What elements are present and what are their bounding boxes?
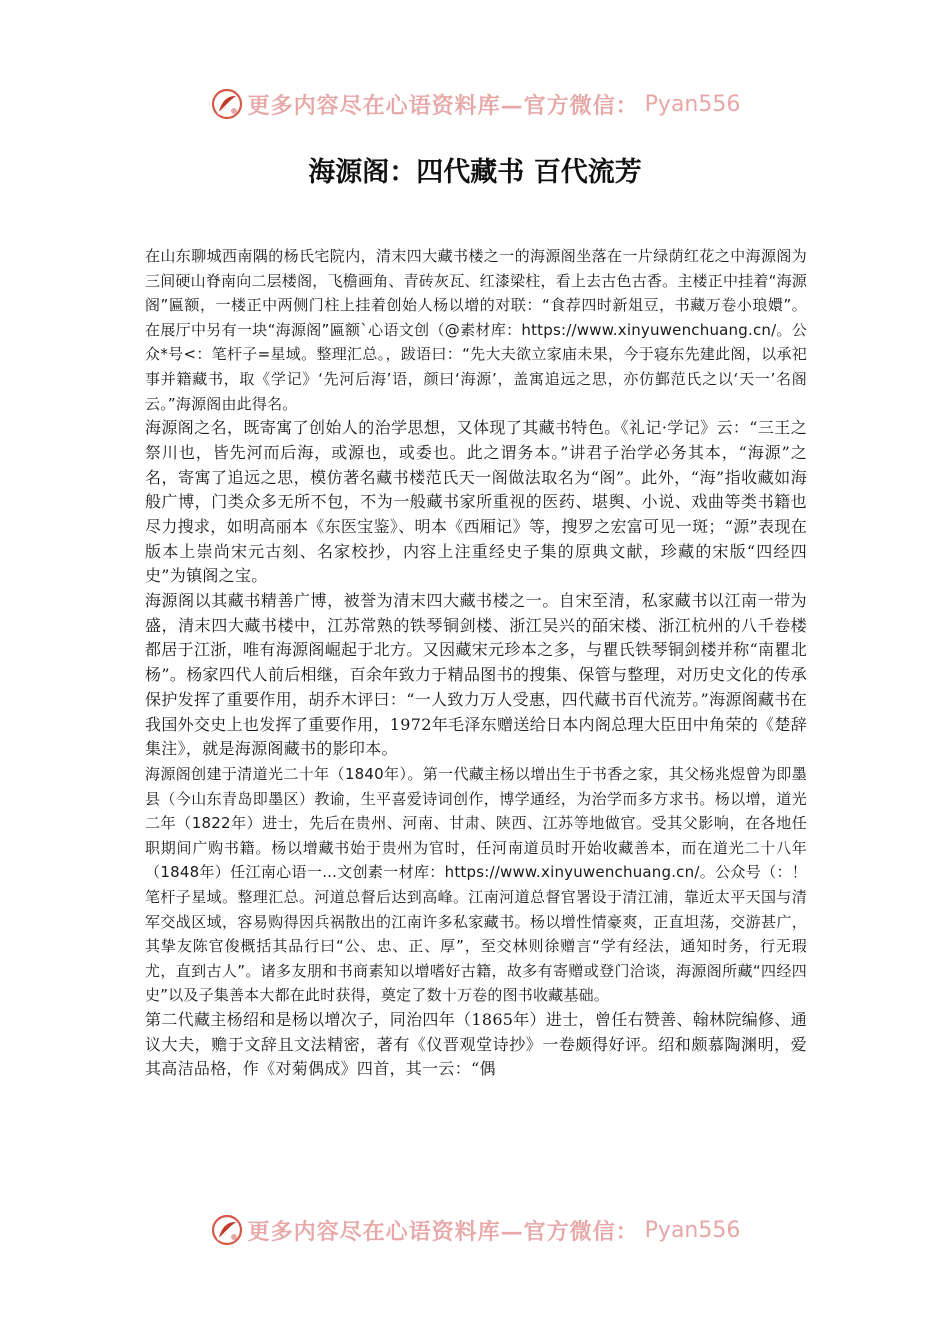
paragraph-3: 海源阁以其藏书精善广博，被誉为清末四大藏书楼之一。自宋至清，私家藏书以江南一带为盛，清末四大藏书楼中，江苏常熟的铁琴铜剑楼、浙江吴兴的皕宋楼、浙江杭州的八千卷楼都居于江浙，唯有海源阁崛起于北方。又因藏宋元珍本之多，与瞿氏铁琴铜剑楼并称“南瞿北杨”。杨家四代人前后相继，百余年致力于精品图书的搜集、保管与整理，对历史文化的传承保护发挥了重要作用，胡乔木评曰：“一人致力万人受惠，四代藏书百代流芳。”海源阁藏书在我国外交史上也发挥了重要作用，1972年毛泽东赠送给日本内阁总理大臣田中角荣的《楚辞集注》，就是海源阁藏书的影印本。 — [145, 591, 807, 759]
page-title: 海源阁：四代藏书 百代流芳 — [308, 157, 642, 188]
footer-watermark-banner — [0, 1210, 950, 1250]
banner-wechat-id: Pyan556 — [644, 91, 741, 117]
paragraph-2: 海源阁之名，既寄寓了创始人的治学思想，又体现了其藏书特色。《礼记·学记》云：“三王之祭川也，皆先河而后海，或源也，或委也。此之谓务本。”讲君子治学必务其本，“海源”之名，寄寓了追远之思，模仿著名藏书楼范氏天一阁做法取名为“阁”。此外，“海”指收藏如海般广博，门类众多无所不包，不为一般藏书家所重视的医药、堪舆、小说、戏曲等类书籍也尽力搜求，如明高丽本《东医宝鉴》、明本《西厢记》等，搜罗之宏富可见一斑；“源”表现在版本上崇尚宋元古刻、名家校抄，内容上注重经史子集的原典文献，珍藏的宋版“四经四史”为镇阁之宝。 — [145, 418, 807, 586]
paragraph-5: 第二代藏主杨绍和是杨以增次子，同治四年（1865年）进士，曾任右赞善、翰林院编修、通议大夫，赡于文辞且文法精密，著有《仪晋观堂诗抄》一卷颇得好评。绍和颇慕陶渊明，爱其高洁品格，作《对菊偶成》四首，其一云：“偶 — [145, 1009, 807, 1079]
banner-wechat-id: Pyan556 — [644, 1217, 741, 1243]
banner-text: 更多内容尽在心语资料库—官方微信： — [247, 92, 639, 119]
banner-text: 更多内容尽在心语资料库—官方微信： — [247, 1218, 639, 1245]
paragraph-1: 在山东聊城西南隅的杨氏宅院内，清末四大藏书楼之一的海源阁坐落在一片绿荫红花之中海源阁为三间硬山脊南向二层楼阁，飞檐画角、青砖灰瓦、红漆梁柱，看上去古色古香。主楼正中挂着“海源阁”匾额，一楼正中两侧门柱上挂着创始人杨以增的对联：“食荐四时新俎豆，书藏万卷小琅嬛”。在展厅中另有一块“海源阁”匾额`心语文创（@素材库：https://www.xinyuwenchuang.cn/。公众*号<：笔杆子=星域。整理汇总。，跋语曰：“先大夫欲立家庙未果，今于寝东先建此阁，以承祀事并籍藏书，取《学记》‘先河后海’语，颜曰‘海源’，盖寓追远之思，亦仿鄞范氏之以‘天一’名阁云。”海源阁由此得名。 — [145, 247, 807, 413]
header-watermark-banner — [0, 84, 950, 124]
brand-logo-icon — [210, 1213, 244, 1247]
brand-logo-icon — [210, 87, 244, 121]
paragraph-4: 海源阁创建于清道光二十年（1840年）。第一代藏主杨以增出生于书香之家，其父杨兆煜曾为即墨县（今山东青岛即墨区）教谕，生平喜爱诗词创作，博学通经，为治学而多方求书。杨以增，道光二年（1822年）进士，先后在贵州、河南、甘肃、陕西、江苏等地做官。受其父影响，在各地任职期间广购书籍。杨以增藏书始于贵州为官时，任河南道员时开始收藏善本，而在道光二十八年（1848年）任江南心语一...文创素一材库：https://www.xinyuwenchuang.cn/。公众号（：！笔杆子星域。整理汇总。河道总督后达到高峰。江南河道总督官署设于清江浦，靠近太平天国与清军交战区域，容易购得因兵祸散出的江南许多私家藏书。杨以增性情豪爽，正直坦荡，交游甚广，其挚友陈官俊概括其品行曰“公、忠、正、厚”，至交林则徐赠言“学有经法，通知时务，行无瑕尤，直到古人”。诸多友朋和书商素知以增嗜好古籍，故多有寄赠或登门洽谈，海源阁所藏“四经四史”以及子集善本大都在此时获得，奠定了数十万卷的图书收藏基础。 — [145, 765, 807, 1005]
article-body — [145, 244, 807, 1082]
